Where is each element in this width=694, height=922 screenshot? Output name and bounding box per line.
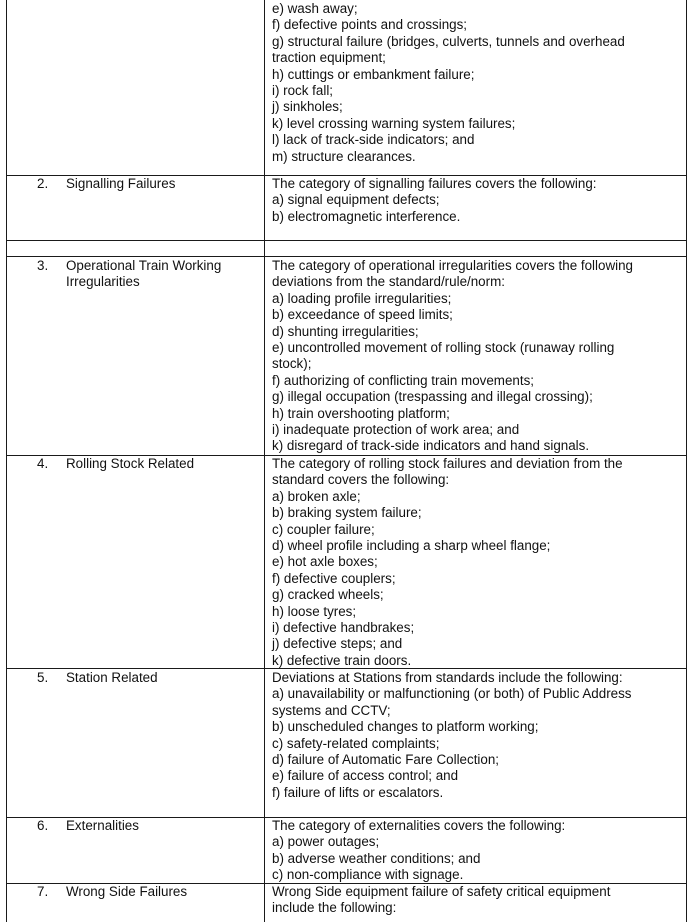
category-name [66, 456, 194, 472]
description-line: h) cuttings or embankment failure; [272, 66, 475, 82]
category-name [66, 258, 221, 291]
description-line: f) defective couplers; [272, 570, 396, 586]
description-line: The category of rolling stock failures and deviation from the [272, 456, 623, 471]
table-column-divider [264, 0, 265, 922]
description-line: Deviations at Stations from standards include the following: [272, 670, 623, 685]
row-number: 3. [37, 258, 49, 273]
category-name [66, 670, 158, 686]
description-line: i) rock fall; [272, 82, 334, 98]
description-line: a) broken axle; [272, 488, 361, 504]
category-description [272, 884, 610, 917]
row-number: 7. [37, 884, 49, 899]
description-line: a) power outages; [272, 834, 380, 850]
category-name [66, 176, 175, 192]
description-line: m) structure clearances. [272, 148, 416, 164]
table-border-right [686, 0, 687, 922]
description-line: b) electromagnetic interference. [272, 208, 461, 224]
description-line: The category of signalling failures covers the following: [272, 176, 597, 191]
description-line: l) lack of track-side indicators; and [272, 132, 475, 148]
description-line: b) braking system failure; [272, 505, 422, 521]
description-line: include the following: [272, 900, 397, 916]
row-number: 4. [37, 456, 49, 471]
description-line: a) unavailability or malfunctioning (or both) of Public Address [272, 686, 632, 702]
description-line: g) structural failure (bridges, culverts, tunnels and overhead [272, 33, 625, 49]
table-border-left [6, 0, 7, 922]
description-line: f) failure of lifts or escalators. [272, 784, 444, 800]
description-line: stock); [272, 356, 312, 372]
description-line: b) exceedance of speed limits; [272, 307, 453, 323]
category-description [272, 176, 597, 225]
description-line: c) coupler failure; [272, 521, 375, 537]
description-line: h) loose tyres; [272, 603, 357, 619]
description-line: traction equipment; [272, 50, 386, 66]
category-line: Station Related [66, 670, 158, 685]
category-line: Operational Train Working [66, 258, 222, 273]
row-number: 5. [37, 670, 49, 685]
description-line: b) unscheduled changes to platform working; [272, 719, 539, 735]
description-line: k) disregard of track-side indicators and hand signals. [272, 438, 590, 454]
category-name [66, 884, 187, 900]
description-line: standard covers the following: [272, 472, 450, 488]
category-line: Rolling Stock Related [66, 456, 195, 471]
category-line: Irregularities [66, 274, 140, 290]
description-line: a) signal equipment defects; [272, 192, 440, 208]
description-line: b) adverse weather conditions; and [272, 850, 481, 866]
description-line: c) non-compliance with signage. [272, 867, 464, 883]
row-border [6, 240, 686, 241]
category-description [272, 670, 632, 801]
description-line: h) train overshooting platform; [272, 405, 450, 421]
category-description [272, 456, 623, 669]
description-line: f) defective points and crossings; [272, 17, 468, 33]
description-line: k) level crossing warning system failures; [272, 115, 516, 131]
category-line: Externalities [66, 818, 139, 833]
description-line: f) authorizing of conflicting train movements; [272, 372, 534, 388]
description-line: d) failure of Automatic Fare Collection; [272, 751, 499, 767]
row-number: 2. [37, 176, 49, 191]
description-line: e) wash away; [272, 1, 358, 16]
category-name [66, 818, 139, 834]
description-line: j) sinkholes; [272, 99, 343, 115]
description-line: Wrong Side equipment failure of safety critical equipment [272, 884, 611, 899]
description-line: e) hot axle boxes; [272, 554, 378, 570]
row-border [6, 256, 686, 257]
description-line: systems and CCTV; [272, 702, 391, 718]
description-line: i) inadequate protection of work area; and [272, 421, 520, 437]
description-line: e) uncontrolled movement of rolling stock (runaway rolling [272, 339, 615, 355]
description-line: d) wheel profile including a sharp wheel flange; [272, 537, 551, 553]
row-number: 6. [37, 818, 49, 833]
description-line: g) cracked wheels; [272, 587, 384, 603]
description-line: j) defective steps; and [272, 636, 403, 652]
category-description [272, 258, 633, 455]
description-line: a) loading profile irregularities; [272, 290, 452, 306]
category-line: Signalling Failures [66, 176, 176, 191]
description-line: The category of operational irregularities covers the following [272, 258, 633, 273]
description-line: deviations from the standard/rule/norm: [272, 274, 505, 290]
description-line: d) shunting irregularities; [272, 323, 419, 339]
category-description [272, 1, 625, 165]
description-line: The category of externalities covers the following: [272, 818, 566, 833]
category-description [272, 818, 565, 884]
description-line: e) failure of access control; and [272, 768, 459, 784]
description-line: c) safety-related complaints; [272, 735, 440, 751]
description-line: i) defective handbrakes; [272, 619, 415, 635]
description-line: g) illegal occupation (trespassing and illegal crossing); [272, 389, 593, 405]
category-line: Wrong Side Failures [66, 884, 188, 899]
description-line: k) defective train doors. [272, 652, 412, 668]
